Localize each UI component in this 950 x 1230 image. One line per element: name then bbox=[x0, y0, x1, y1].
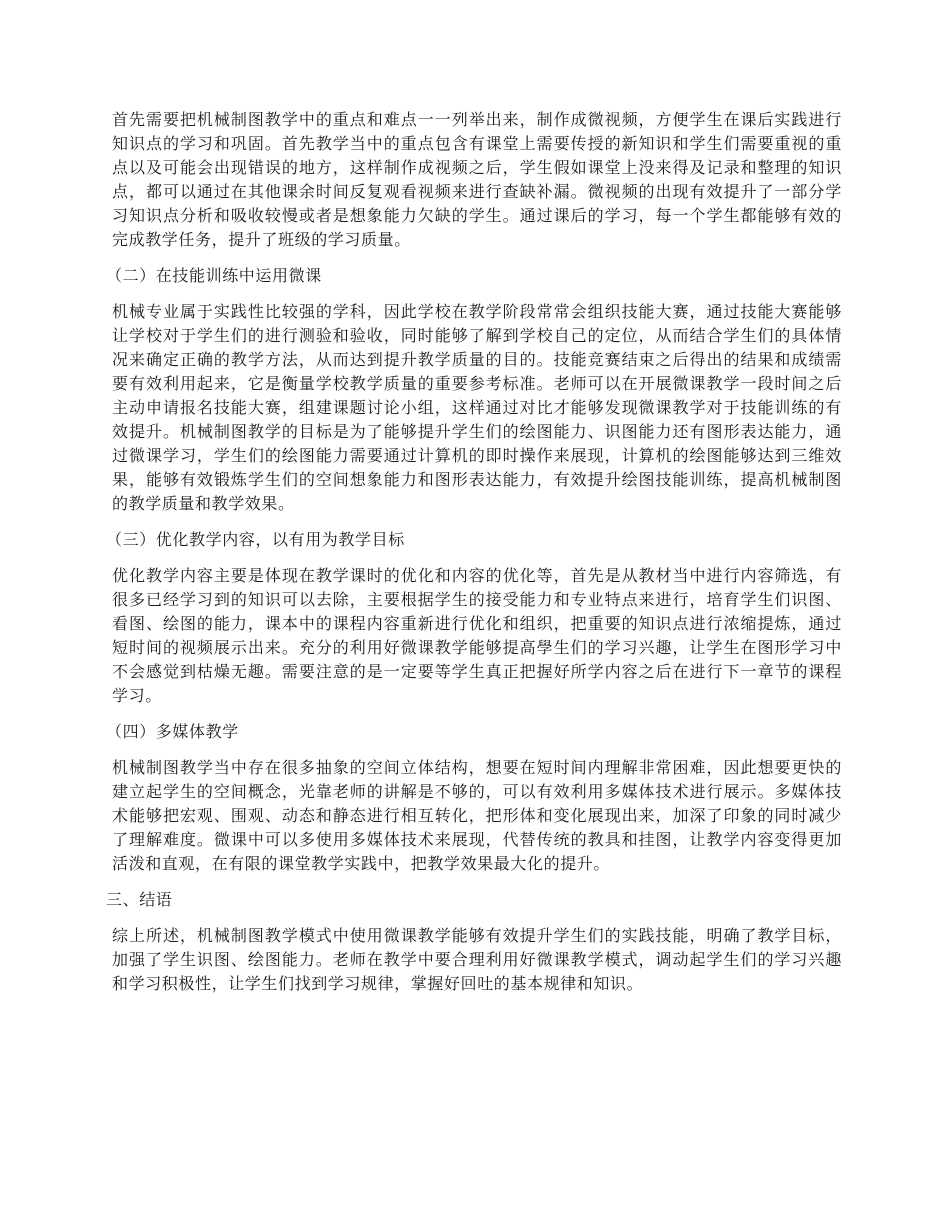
section-heading-multimedia: （四）多媒体教学 bbox=[106, 722, 239, 741]
paragraph-conclusion: 综上所述，机械制图教学模式中使用微课教学能够有效提升学生们的实践技能，明确了教学目标，加强了学生识图、绘图能力。老师在教学中要合理利用好微课教学模式，调动起学生们的学习兴趣和学习积极性，让学生们找到学习规律，掌握好回吐的基本规律和知识。 bbox=[112, 926, 842, 993]
paragraph-content-optimization: 优化教学内容主要是体现在教学课时的优化和内容的优化等，首先是从教材当中进行内容筛选，有很多已经学习到的知识可以去除，主要根据学生的接受能力和专业特点来进行，培育学生们识图、看图、绘图的能力，课本中的课程内容重新进行优化和组织，把重要的知识点进行浓缩提炼，通过短时间的视频展示出来。充分的利用好微课教学能够提高學生们的学习兴趣，让学生在图形学习中不会感觉到枯燥无趣。需要注意的是一定要等学生真正把握好所学内容之后在进行下一章节的课程学习。 bbox=[112, 566, 842, 705]
paragraph-skills-competition: 机械专业属于实践性比较强的学科，因此学校在教学阶段常常会组织技能大赛，通过技能大赛能够让学校对于学生们的进行测验和验收，同时能够了解到学校自己的定位，从而结合学生们的具体情况来确定正确的教学方法，从而达到提升教学质量的目的。技能竞赛结束之后得出的结果和成绩需要有效利用起来，它是衡量学校教学质量的重要参考标准。老师可以在开展微课教学一段时间之后主动申请报名技能大赛，组建课题讨论小组，这样通过对比才能够发现微课教学对于技能训练的有效提升。机械制图教学的目标是为了能够提升学生们的绘图能力、识图能力还有图形表达能力，通过微课学习，学生们的绘图能力需要通过计算机的即时操作来展现，计算机的绘图能够达到三维效果，能够有效锻炼学生们的空间想象能力和图形表达能力，有效提升绘图技能训练，提高机械制图的教学质量和教学效果。 bbox=[112, 302, 842, 513]
section-heading-conclusion: 三、结语 bbox=[106, 890, 173, 909]
section-heading-skills-training: （二）在技能训练中运用微课 bbox=[106, 266, 322, 285]
paragraph-micro-video-review: 首先需要把机械制图教学中的重点和难点一一列举出来，制作成微视频，方便学生在课后实践进行知识点的学习和巩固。首先教学当中的重点包含有课堂上需要传授的新知识和学生们需要重视的重点以及可能会出现错误的地方，这样制作成视频之后，学生假如课堂上没来得及记录和整理的知识点，都可以通过在其他课余时间反复观看视频来进行查缺补漏。微视频的出现有效提升了一部分学习知识点分析和吸收较慢或者是想象能力欠缺的学生。通过课后的学习，每一个学生都能够有效的完成教学任务，提升了班级的学习质量。 bbox=[112, 110, 842, 249]
paragraph-multimedia-teaching: 机械制图教学当中存在很多抽象的空间立体结构，想要在短时间内理解非常困难，因此想要更快的建立起学生的空间概念，光靠老师的讲解是不够的，可以有效利用多媒体技术进行展示。多媒体技术能够把宏观、围观、动态和静态进行相互转化，把形体和变化展现出来，加深了印象的同时减少了理解难度。微课中可以多使用多媒体技术来展现，代替传统的教具和挂图，让教学内容变得更加活泼和直观，在有限的课堂教学实践中，把教学效果最大化的提升。 bbox=[112, 758, 842, 873]
document-body bbox=[106, 108, 842, 1008]
section-heading-optimize-content: （三）优化教学内容，以有用为教学目标 bbox=[106, 530, 405, 549]
